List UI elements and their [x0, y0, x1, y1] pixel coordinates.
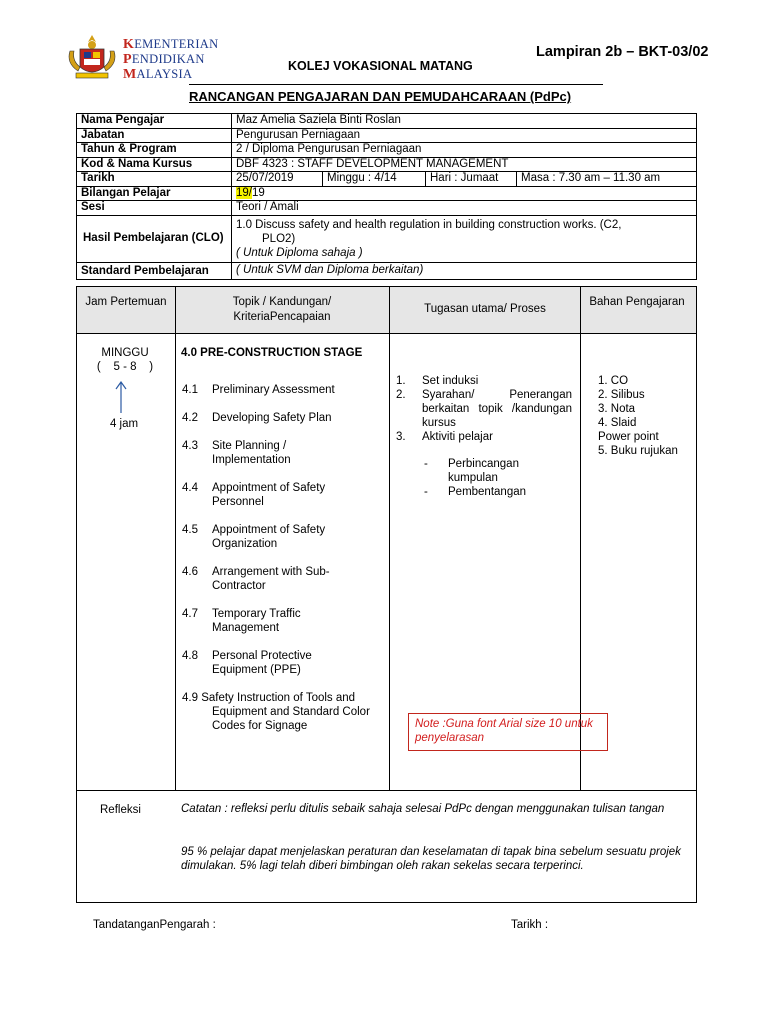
sesi-label: Sesi — [77, 201, 232, 216]
row-nama-pengajar — [77, 114, 697, 129]
header-row-divider — [77, 333, 696, 334]
tugasan-sub-item: - Perbincangan kumpulan — [424, 458, 519, 484]
jam-minggu: MINGGU — [101, 347, 149, 359]
topic-item: 4.6 Arrangement with Sub-Contractor — [182, 566, 330, 592]
clo-label: Hasil Pembelajaran (CLO) — [77, 215, 232, 262]
topic-list — [182, 383, 382, 747]
row-sesi — [77, 201, 697, 216]
refleksi-divider — [77, 790, 696, 791]
bilangan-total: 19 — [252, 186, 265, 199]
topic-item: 4.8 Personal Protective Equipment (PPE) — [182, 650, 312, 676]
row-tahun — [77, 143, 697, 158]
header-topik: Topik / Kandungan/ KriteriaPencapaian — [232, 296, 332, 323]
topic-item: 4.5 Appointment of Safety Organization — [182, 524, 326, 550]
row-kursus — [77, 157, 697, 172]
tugasan-item: 1. Set induksi — [396, 375, 479, 387]
clo-value — [232, 215, 697, 262]
col-divider-2 — [389, 287, 390, 791]
topic-heading: 4.0 PRE-CONSTRUCTION STAGE — [181, 347, 363, 359]
row-clo — [77, 215, 697, 262]
info-table — [76, 113, 697, 280]
nama-pengajar-label: Nama Pengajar — [77, 114, 232, 129]
bahan-item: 4. Slaid — [598, 417, 637, 429]
signature-pengarah: TandatanganPengarah : — [93, 919, 216, 931]
jabatan-value: Pengurusan Perniagaan — [232, 128, 697, 143]
hari-value: Hari : Jumaat — [430, 172, 517, 186]
college-name: KOLEJ VOKASIONAL MATANG — [288, 59, 473, 73]
tugasan-item: 2. Syarahan/ Penerangan berkaitan topik /kandungan kursus — [396, 389, 572, 429]
document-title: RANCANGAN PENGAJARAN DAN PEMUDAHCARAAN (PdPc) — [189, 89, 572, 104]
refleksi-catatan: Catatan : refleksi perlu ditulis sebaik sahaja selesai PdPc dengan menggunakan tulisan tangan — [181, 803, 665, 815]
kursus-value: DBF 4323 : STAFF DEVELOPMENT MANAGEMENT — [232, 157, 697, 172]
header-jam: Jam Pertemuan — [85, 296, 167, 308]
row-bilangan — [77, 186, 697, 201]
bahan-list — [598, 374, 694, 458]
signature-tarikh: Tarikh : — [511, 919, 549, 931]
col-divider-1 — [175, 287, 176, 791]
tarikh-group — [232, 172, 697, 187]
bahan-item: 1. CO — [598, 375, 629, 387]
refleksi-text: 95 % pelajar dapat menjelaskan peraturan dan keselamatan di tapak bina sebelum sesuatu projek dimulakan. 5% lagi telah diberi bimbingan oleh rakan sekelas secara terperinci. — [181, 846, 681, 872]
standard-label: Standard Pembelajaran — [77, 262, 232, 279]
row-jabatan — [77, 128, 697, 143]
clo-line-2: PLO2) — [262, 232, 296, 245]
tugasan-list — [396, 374, 574, 499]
sesi-value: Teori / Amali — [232, 201, 697, 216]
tugasan-sub-item: - Pembentangan — [424, 486, 527, 498]
minggu-value: Minggu : 4/14 — [327, 172, 426, 186]
bahan-item: 2. Silibus — [598, 389, 645, 401]
tahun-value: 2 / Diploma Pengurusan Perniagaan — [232, 143, 697, 158]
nama-pengajar-value: Maz Amelia Saziela Binti Roslan — [232, 114, 697, 129]
jam-hours: 4 jam — [109, 418, 139, 430]
topic-item: 4.2 Developing Safety Plan — [182, 412, 332, 424]
row-tarikh — [77, 172, 697, 187]
bahan-item: 3. Nota — [598, 403, 636, 415]
title-rule — [189, 84, 603, 85]
topic-item: 4.4 Appointment of Safety Personnel — [182, 482, 326, 508]
jabatan-label: Jabatan — [77, 128, 232, 143]
row-standard — [77, 262, 697, 279]
topic-item: 4.9 Safety Instruction of Tools and Equipment and Standard Color Codes for Signage — [182, 692, 370, 732]
bilangan-label: Bilangan Pelajar — [77, 186, 232, 201]
standard-value: ( Untuk SVM dan Diploma berkaitan) — [232, 262, 697, 279]
bilangan-highlight: 19/ — [236, 186, 252, 199]
topic-item: 4.1 Preliminary Assessment — [182, 384, 335, 396]
tarikh-label: Tarikh — [77, 172, 232, 187]
clo-line-1: 1.0 Discuss safety and health regulation in building construction works. (C2, — [236, 218, 622, 231]
tahun-label: Tahun & Program — [77, 143, 232, 158]
bahan-item: Power point — [598, 431, 659, 443]
header-tugasan: Tugasan utama/ Proses — [424, 303, 546, 315]
kpm-crest-logo — [62, 33, 122, 85]
topic-item: 4.3 Site Planning / Implementation — [182, 440, 291, 466]
bahan-item: 5. Buku rujukan — [598, 445, 678, 457]
tarikh-value: 25/07/2019 — [236, 172, 323, 186]
jam-range: ( 5 - 8 ) — [96, 361, 154, 373]
kursus-label: Kod & Nama Kursus — [77, 157, 232, 172]
note-box: Note :Guna font Arial size 10 untuk penyelarasan — [408, 713, 608, 751]
bilangan-value — [232, 186, 697, 201]
lampiran-code: Lampiran 2b – BKT-03/02 — [536, 44, 709, 60]
header-bahan: Bahan Pengajaran — [589, 296, 685, 308]
tugasan-item: 3. Aktiviti pelajar — [396, 431, 493, 443]
topic-item: 4.7 Temporary Traffic Management — [182, 608, 301, 634]
masa-value: Masa : 7.30 am – 11.30 am — [521, 172, 661, 184]
header-row-bg — [77, 287, 696, 333]
clo-line-3: ( Untuk Diploma sahaja ) — [236, 246, 363, 259]
refleksi-label: Refleksi — [100, 804, 141, 816]
ministry-name: KEMENTERIAN PENDIDIKAN MALAYSIA — [123, 37, 219, 82]
up-arrow-icon — [114, 380, 128, 417]
